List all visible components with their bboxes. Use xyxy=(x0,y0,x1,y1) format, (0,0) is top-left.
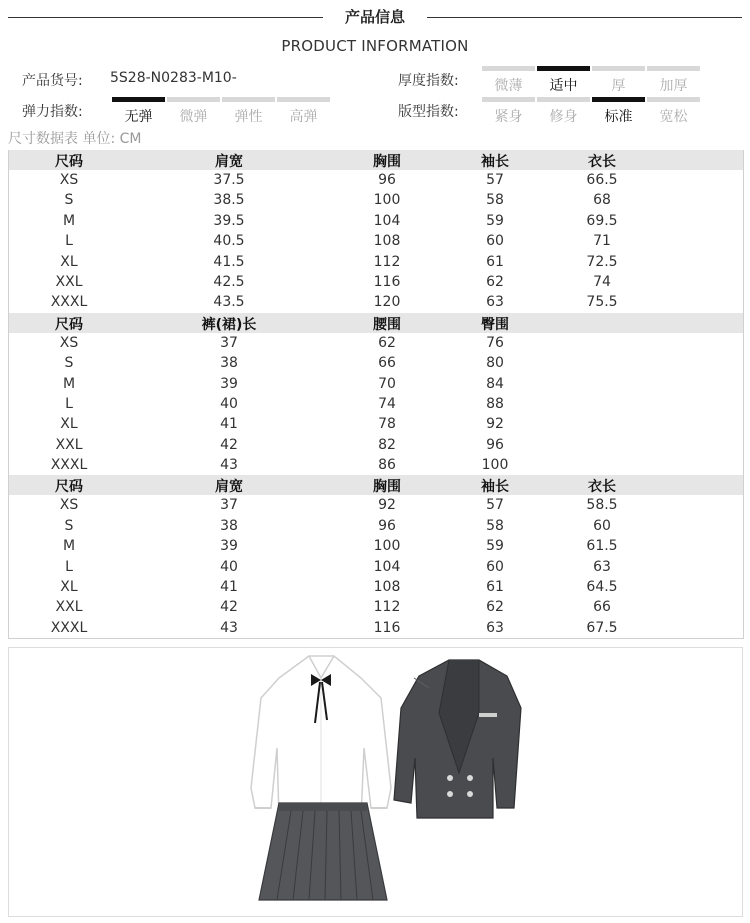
table-row xyxy=(9,211,743,231)
elasticity-option-2: 微弹 xyxy=(167,97,220,128)
table-cell: 67.5 xyxy=(586,619,618,636)
table-cell: 66 xyxy=(593,599,611,616)
table-header-cell: 裤(裙)长 xyxy=(201,316,257,333)
table-cell: S xyxy=(64,517,74,534)
table-cell: 37.5 xyxy=(213,172,245,188)
table-cell: 42.5 xyxy=(213,273,245,290)
table-row xyxy=(9,374,743,394)
table-cell: XXL xyxy=(55,599,83,616)
table-cell: 57 xyxy=(486,497,504,514)
elasticity-scale xyxy=(112,97,332,128)
table-cell: 71 xyxy=(593,233,611,250)
thickness-option-1: 微薄 xyxy=(482,66,535,97)
table-cell: 92 xyxy=(378,497,396,514)
table-cell: XS xyxy=(59,497,79,514)
table-cell: 116 xyxy=(373,619,401,636)
table-cell: 74 xyxy=(378,395,396,412)
elasticity-option-4: 高弹 xyxy=(277,97,330,128)
table-row xyxy=(9,353,743,373)
table-header-cell: 腰围 xyxy=(373,316,401,333)
table-cell: 104 xyxy=(373,558,401,575)
table-cell: 38 xyxy=(220,355,238,372)
table-cell: 57 xyxy=(486,172,504,188)
table-cell: 76 xyxy=(486,334,504,351)
table-cell: 38.5 xyxy=(213,192,245,209)
table-cell: 69.5 xyxy=(586,212,618,229)
table-cell: M xyxy=(62,375,76,392)
table-cell: 100 xyxy=(481,457,509,474)
table-cell: XL xyxy=(60,416,78,433)
thickness-label: 厚度指数: xyxy=(398,73,459,89)
table-cell: L xyxy=(65,558,73,575)
table-cell: 63 xyxy=(593,558,611,575)
table-cell: 58 xyxy=(486,192,504,209)
table-cell: 72.5 xyxy=(586,253,618,270)
table-cell: 62 xyxy=(486,273,504,290)
table-row xyxy=(9,231,743,251)
table-cell: 42 xyxy=(220,599,238,616)
fit-scale xyxy=(482,97,702,128)
table-cell: 40.5 xyxy=(213,233,245,250)
table-cell: 66 xyxy=(378,355,396,372)
table-cell: 63 xyxy=(486,619,504,636)
table-cell: XXL xyxy=(55,273,83,290)
table-cell: XXL xyxy=(55,436,83,453)
table-cell: 62 xyxy=(486,599,504,616)
table-cell: 80 xyxy=(486,355,504,372)
thickness-option-2: 适中 xyxy=(537,66,590,97)
table-row xyxy=(9,394,743,414)
table-row xyxy=(9,190,743,210)
table-row xyxy=(9,577,743,597)
table-header-cell: 肩宽 xyxy=(215,479,243,496)
table-cell: 62 xyxy=(378,334,396,351)
table-cell: 116 xyxy=(373,273,401,290)
table-header-cell: 尺码 xyxy=(55,316,83,333)
page-subtitle: PRODUCT INFORMATION xyxy=(281,37,469,55)
table-row xyxy=(9,170,743,190)
table-cell: 61 xyxy=(486,253,504,270)
table-cell: 88 xyxy=(486,395,504,412)
table-cell: 58 xyxy=(486,517,504,534)
table-header-cell: 肩宽 xyxy=(215,154,243,170)
table-cell: 96 xyxy=(378,172,396,188)
thickness-option-4: 加厚 xyxy=(647,66,700,97)
fit-option-4: 宽松 xyxy=(647,97,700,128)
table-cell: 61.5 xyxy=(586,538,618,555)
table-cell: L xyxy=(65,395,73,412)
table-header-row xyxy=(9,150,743,170)
table-row xyxy=(9,292,743,312)
table-cell: M xyxy=(62,538,76,555)
table-row xyxy=(9,333,743,353)
fit-label: 版型指数: xyxy=(398,104,459,120)
table-cell: XL xyxy=(60,579,78,596)
table-header-cell: 胸围 xyxy=(373,479,401,496)
table-cell: 96 xyxy=(486,436,504,453)
table-cell: 42 xyxy=(220,436,238,453)
table-cell: 43 xyxy=(220,619,238,636)
pleated-skirt-image xyxy=(259,803,387,900)
table-cell: XXXL xyxy=(50,457,88,474)
size-tables xyxy=(8,150,744,639)
thickness-scale xyxy=(482,66,702,97)
table-cell: 112 xyxy=(373,253,401,270)
code-label: 产品货号: xyxy=(22,73,83,89)
table-cell: S xyxy=(64,355,74,372)
table-cell: 74 xyxy=(593,273,611,290)
table-cell: 37 xyxy=(220,497,238,514)
table-cell: 58.5 xyxy=(586,497,618,514)
table-header-cell: 胸围 xyxy=(373,154,401,170)
table-cell: M xyxy=(62,212,76,229)
table-row xyxy=(9,557,743,577)
table-cell: XS xyxy=(59,334,79,351)
table-cell: 100 xyxy=(373,192,401,209)
table-cell: XXXL xyxy=(50,619,88,636)
code-value: 5S28-N0283-M10- xyxy=(110,70,237,86)
outfit-illustration xyxy=(9,648,742,916)
table-cell: 59 xyxy=(486,538,504,555)
grey-blazer-image xyxy=(394,660,521,818)
table-cell: 66.5 xyxy=(586,172,618,188)
table-cell: 75.5 xyxy=(586,294,618,311)
table-cell: 63 xyxy=(486,294,504,311)
size-table-note: 尺寸数据表 单位: CM xyxy=(8,131,142,147)
fit-option-2: 修身 xyxy=(537,97,590,128)
elasticity-option-3: 弹性 xyxy=(222,97,275,128)
table-cell: 40 xyxy=(220,395,238,412)
table-row xyxy=(9,414,743,434)
table-cell: 108 xyxy=(373,579,401,596)
table-cell: XXXL xyxy=(50,294,88,311)
table-cell: 41 xyxy=(220,416,238,433)
table-header-cell: 臀围 xyxy=(481,316,509,333)
table-cell: 61 xyxy=(486,579,504,596)
table-cell: 78 xyxy=(378,416,396,433)
table-cell: 92 xyxy=(486,416,504,433)
table-row xyxy=(9,536,743,556)
table-cell: 39 xyxy=(220,375,238,392)
table-cell: 43 xyxy=(220,457,238,474)
table-cell: 86 xyxy=(378,457,396,474)
table-cell: 96 xyxy=(378,517,396,534)
table-header-cell: 袖长 xyxy=(481,479,509,496)
product-image xyxy=(8,647,743,917)
table-cell: 60 xyxy=(486,233,504,250)
table-cell: 39.5 xyxy=(213,212,245,229)
table-cell: 64.5 xyxy=(586,579,618,596)
table-row xyxy=(9,516,743,536)
table-cell: 38 xyxy=(220,517,238,534)
table-cell: XS xyxy=(59,172,79,188)
table-header-cell: 尺码 xyxy=(55,479,83,496)
table-cell: 100 xyxy=(373,538,401,555)
table-cell: L xyxy=(65,233,73,250)
table-cell: 120 xyxy=(373,294,401,311)
table-cell: 82 xyxy=(378,436,396,453)
table-cell: 60 xyxy=(486,558,504,575)
table-row xyxy=(9,597,743,617)
table-header-row xyxy=(9,313,743,333)
table-cell: 104 xyxy=(373,212,401,229)
table-header-cell: 袖长 xyxy=(481,154,509,170)
table-header-cell: 衣长 xyxy=(588,154,616,170)
table-cell: 59 xyxy=(486,212,504,229)
table-row xyxy=(9,435,743,455)
table-cell: 43.5 xyxy=(213,294,245,311)
table-row xyxy=(9,455,743,475)
page-title: 产品信息 xyxy=(344,8,405,26)
table-row xyxy=(9,272,743,292)
white-shirt-image xyxy=(251,656,391,818)
table-cell: 40 xyxy=(220,558,238,575)
table-header-cell: 尺码 xyxy=(55,154,83,170)
table-row xyxy=(9,618,743,638)
header-line-right xyxy=(427,17,742,18)
table-cell: 84 xyxy=(486,375,504,392)
fit-option-3: 标准 xyxy=(592,97,645,128)
table-cell: 39 xyxy=(220,538,238,555)
table-header-row xyxy=(9,475,743,495)
table-row xyxy=(9,252,743,272)
table-cell: 112 xyxy=(373,599,401,616)
table-row xyxy=(9,495,743,515)
table-cell: 60 xyxy=(593,517,611,534)
elasticity-label: 弹力指数: xyxy=(22,104,83,120)
table-cell: 70 xyxy=(378,375,396,392)
table-header-cell: 衣长 xyxy=(588,479,616,496)
table-cell: 37 xyxy=(220,334,238,351)
table-cell: 41 xyxy=(220,579,238,596)
elasticity-option-1: 无弹 xyxy=(112,97,165,128)
table-cell: 41.5 xyxy=(213,253,245,270)
fit-option-1: 紧身 xyxy=(482,97,535,128)
table-cell: S xyxy=(64,192,74,209)
thickness-option-3: 厚 xyxy=(592,66,645,97)
table-cell: 108 xyxy=(373,233,401,250)
table-cell: XL xyxy=(60,253,78,270)
table-cell: 68 xyxy=(593,192,611,209)
